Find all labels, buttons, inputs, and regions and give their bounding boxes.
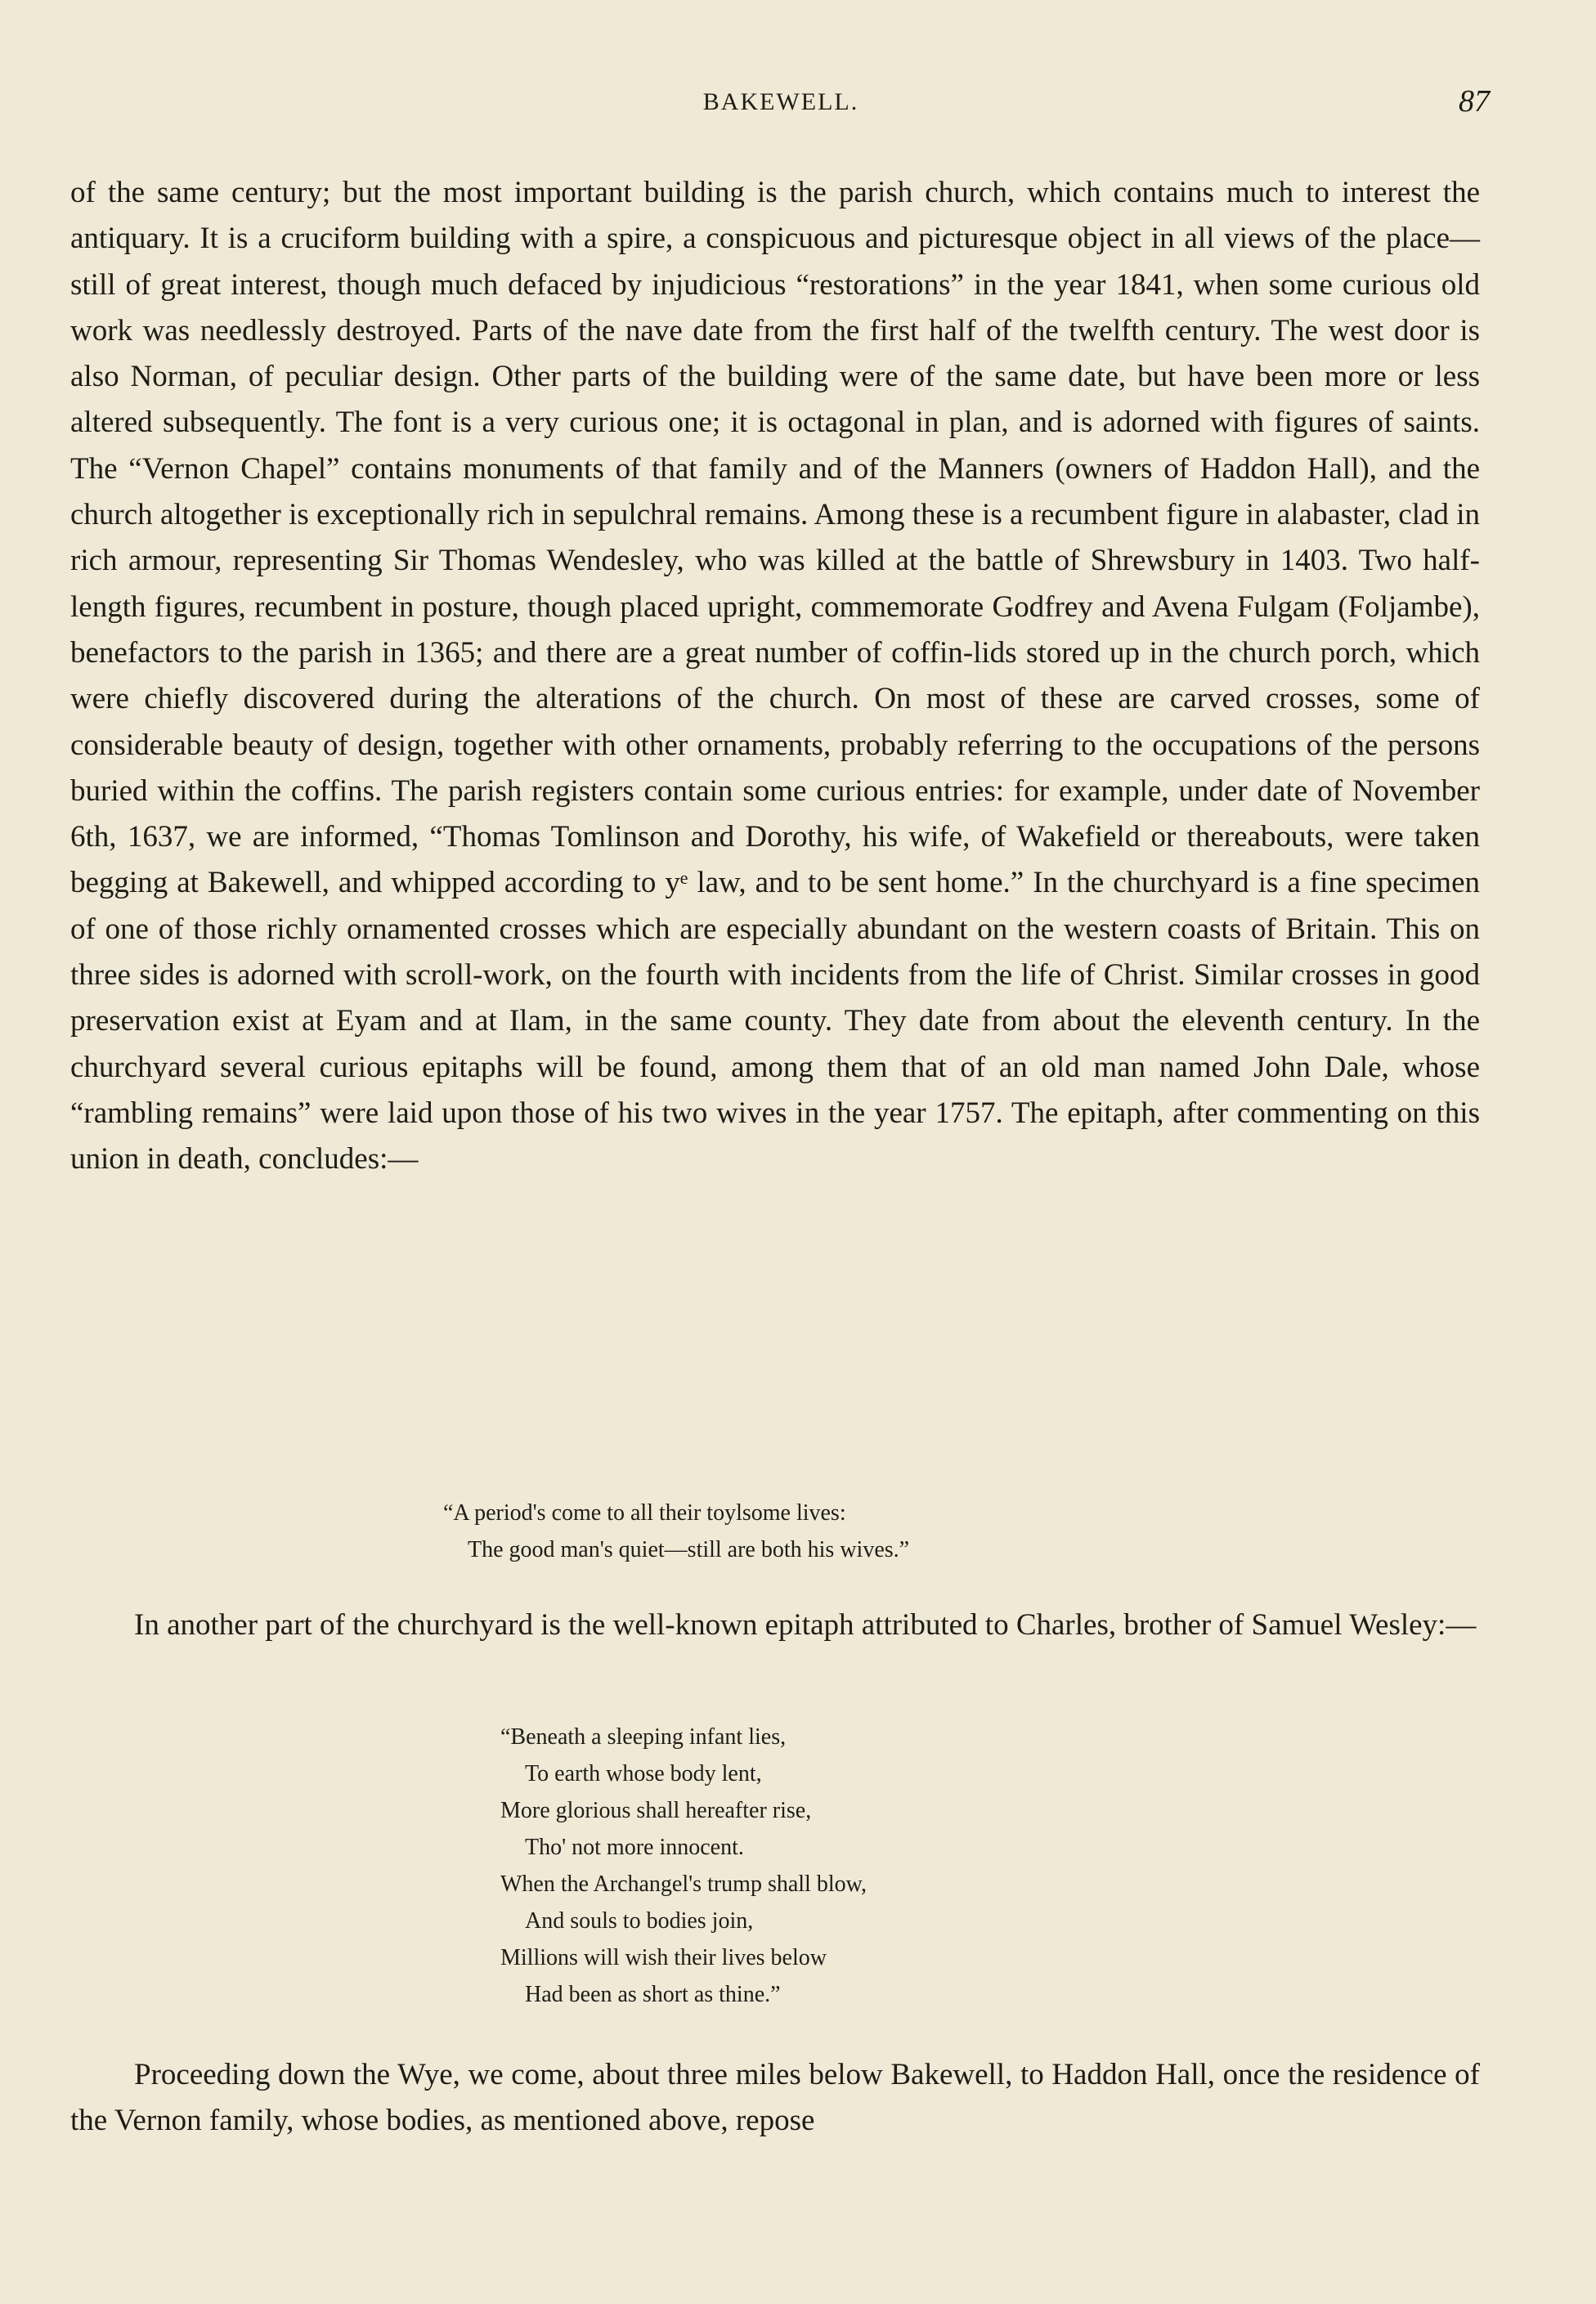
epitaph-line: To earth whose body lent,: [525, 1761, 762, 1786]
page-number: 87: [1459, 84, 1490, 119]
epitaph-line: And souls to bodies join,: [525, 1908, 754, 1934]
epitaph-line: “A period's come to all their toylsome lives:: [443, 1500, 846, 1526]
epitaph-line: Had been as short as thine.”: [525, 1982, 781, 2007]
body-paragraph-wesley: In another part of the churchyard is the well-known epitaph attributed to Charles, brother of Samuel Wesley:—: [134, 1608, 1477, 1642]
epitaph-john-dale: [443, 1495, 909, 1568]
epitaph-wesley: [500, 1719, 867, 2013]
running-title: BAKEWELL.: [702, 88, 859, 115]
epitaph-line: Tho' not more innocent.: [525, 1835, 744, 1860]
epitaph-line: “Beneath a sleeping infant lies,: [500, 1724, 787, 1750]
body-paragraph-church: of the same century; but the most important building is the parish church, which contains much to interest the antiquary. It is a cruciform building with a spire, a conspicuous and picturesque object in all views of the place—still of great interest, though much defaced by injudicious “restorations” in the year 1841, when some curious old work was needlessly destroyed. Parts of the nave date from the first half of the twelfth century. The west door is also Norman, of peculiar design. Other parts of the building were of the same date, but have been more or less altered subsequently. The font is a very curious one; it is octagonal in plan, and is adorned with figures of saints. The “Vernon Chapel” contains monuments of that family and of the Manners (owners of Haddon Hall), and the church altogether is exceptionally rich in sepulchral remains. Among these is a recumbent figure in alabaster, clad in rich armour, representing Sir Thomas Wendesley, who was killed at the battle of Shrewsbury in 1403. Two half-length figures, recumbent in posture, though placed upright, commemorate Godfrey and Avena Fulgam (Foljambe), benefactors to the parish in 1365; and there are a great number of coffin-lids stored up in the church porch, which were chiefly discovered during the alterations of the church. On most of these are carved crosses, some of considerable beauty of design, together with other ornaments, probably referring to the occupations of the persons buried within the coffins. The parish registers contain some curious entries: for example, under date of November 6th, 1637, we are informed, “Thomas Tomlinson and Dorothy, his wife, of Wakefield or thereabouts, were taken begging at Bakewell, and whipped according to yᵉ law, and to be sent home.” In the churchyard is a fine specimen of one of those richly ornamented crosses which are especially abundant on the western coasts of Britain. This on three sides is adorned with scroll-work, on the fourth with incidents from the life of Christ. Similar crosses in good preservation exist at Eyam and at Ilam, in the same county. They date from about the eleventh century. In the churchyard several curious epitaphs will be found, among them that of an old man named John Dale, whose “rambling remains” were laid upon those of his two wives in the year 1757. The epitaph, after commenting on this union in death, concludes:—: [70, 176, 1480, 1177]
epitaph-line: The good man's quiet—still are both his wives.”: [468, 1537, 910, 1562]
page-header: [72, 84, 1490, 129]
epitaph-line: More glorious shall hereafter rise,: [500, 1798, 812, 1823]
epitaph-line: Millions will wish their lives below: [500, 1945, 827, 1970]
epitaph-line: When the Archangel's trump shall blow,: [500, 1871, 867, 1897]
body-paragraph-haddon: Proceeding down the Wye, we come, about three miles below Bakewell, to Haddon Hall, once the residence of the Vernon family, whose bodies, as mentioned above, repose: [70, 2058, 1480, 2138]
